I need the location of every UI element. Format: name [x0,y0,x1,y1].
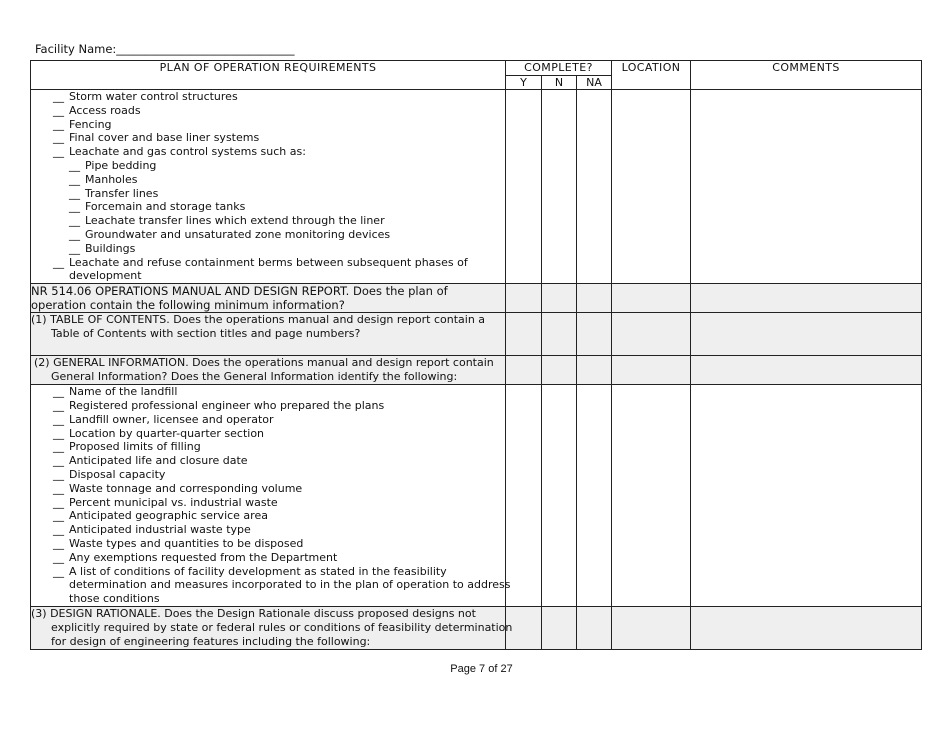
location-cell[interactable] [612,607,691,650]
list-item: __ Name of the landfill [53,385,178,399]
list-item: __ Disposal capacity [53,467,166,481]
list-item: __ Leachate and gas control systems such as: [53,145,306,159]
na-cell[interactable] [577,90,612,284]
na-cell[interactable] [577,356,612,385]
y-cell[interactable] [506,313,542,356]
comments-cell[interactable] [691,356,922,385]
list-item: __ Anticipated geographic service area [53,509,268,523]
yes-header: Y [506,76,542,90]
na-cell[interactable] [577,385,612,607]
list-item: __ A list of conditions of facility development as stated in the feasibility [53,564,447,578]
n-cell[interactable] [542,385,577,607]
list-item: __ Anticipated life and closure date [53,454,248,468]
list-subitem: __ Manholes [69,172,138,186]
table-row [31,90,922,284]
y-cell[interactable] [506,90,542,284]
location-cell[interactable] [612,385,691,607]
list-item: __ Percent municipal vs. industrial waste [53,495,278,509]
n-cell[interactable] [542,90,577,284]
n-cell[interactable] [542,313,577,356]
y-cell[interactable] [506,356,542,385]
location-cell[interactable] [612,90,691,284]
list-item-continuation: development [69,269,142,283]
table-row [31,385,922,607]
location-cell[interactable] [612,284,691,313]
requirement-cell [31,385,511,607]
requirements-header: PLAN OF OPERATION REQUIREMENTS [31,61,506,90]
page-number: Page 7 of 27 [450,663,513,675]
y-cell[interactable] [506,284,542,313]
na-cell[interactable] [577,607,612,650]
list-item: __ Location by quarter-quarter section [53,426,265,440]
n-cell[interactable] [542,607,577,650]
list-subitem: __ Pipe bedding [69,158,157,172]
section-row-toc [31,313,922,356]
list-item-continuation: determination and measures incorporated to in the plan of operation to address [69,578,511,592]
list-item: __ Proposed limits of filling [53,440,201,454]
requirement-cell: (3) DESIGN RATIONALE. Does the Design Rationale discuss proposed designs not explicitly required by state or federal rules or conditions of feasibility determination for design of engineering features including the following: [31,607,513,649]
location-cell[interactable] [612,313,691,356]
requirement-cell [31,90,506,284]
na-cell[interactable] [577,313,612,356]
list-item: __ Anticipated industrial waste type [53,523,251,537]
location-cell[interactable] [612,356,691,385]
list-item: __ Access roads [53,103,141,117]
section-row-design-rationale [31,607,922,650]
list-item: __ Leachate and refuse containment berms between subsequent phases of [53,255,468,269]
list-subitem: __ Forcemain and storage tanks [69,200,246,214]
complete-header: COMPLETE? [506,61,612,76]
list-item-continuation: those conditions [69,592,160,606]
na-cell[interactable] [577,284,612,313]
comments-cell[interactable] [691,284,922,313]
list-subitem: __ Groundwater and unsaturated zone monitoring devices [69,227,391,241]
facility-name-label: Facility Name:_______________________________ [35,42,295,56]
n-cell[interactable] [542,284,577,313]
no-header: N [542,76,577,90]
list-item: __ Any exemptions requested from the Department [53,550,338,564]
list-subitem: __ Transfer lines [69,186,159,200]
requirement-cell: NR 514.06 OPERATIONS MANUAL AND DESIGN REPORT. Does the plan of operation contain the following minimum information? [31,284,506,313]
section-row-nr514 [31,284,922,313]
section-row-general-info [31,356,922,385]
location-header: LOCATION [612,61,691,90]
list-item: __ Waste tonnage and corresponding volume [53,481,303,495]
list-item: __ Final cover and base liner systems [53,131,260,145]
list-subitem: __ Leachate transfer lines which extend through the liner [69,214,385,228]
comments-header: COMMENTS [691,61,922,90]
list-item: __ Waste types and quantities to be disposed [53,536,304,550]
na-header: NA [577,76,612,90]
list-item: __ Registered professional engineer who prepared the plans [53,398,385,412]
comments-cell[interactable] [691,90,922,284]
comments-cell[interactable] [691,313,922,356]
requirement-cell: (2) GENERAL INFORMATION. Does the operations manual and design report contain General Information? Does the General Information identify the following: [31,356,506,385]
comments-cell[interactable] [691,607,922,650]
requirement-cell: (1) TABLE OF CONTENTS. Does the operations manual and design report contain a Table of Contents with section titles and page numbers? [31,313,506,356]
list-item: __ Storm water control structures [53,90,238,103]
comments-cell[interactable] [691,385,922,607]
n-cell[interactable] [542,356,577,385]
list-item: __ Landfill owner, licensee and operator [53,412,274,426]
list-subitem: __ Buildings [69,241,136,255]
header-row [31,61,922,76]
y-cell[interactable] [506,385,542,607]
checklist-table [30,60,922,650]
list-item: __ Fencing [53,117,112,131]
